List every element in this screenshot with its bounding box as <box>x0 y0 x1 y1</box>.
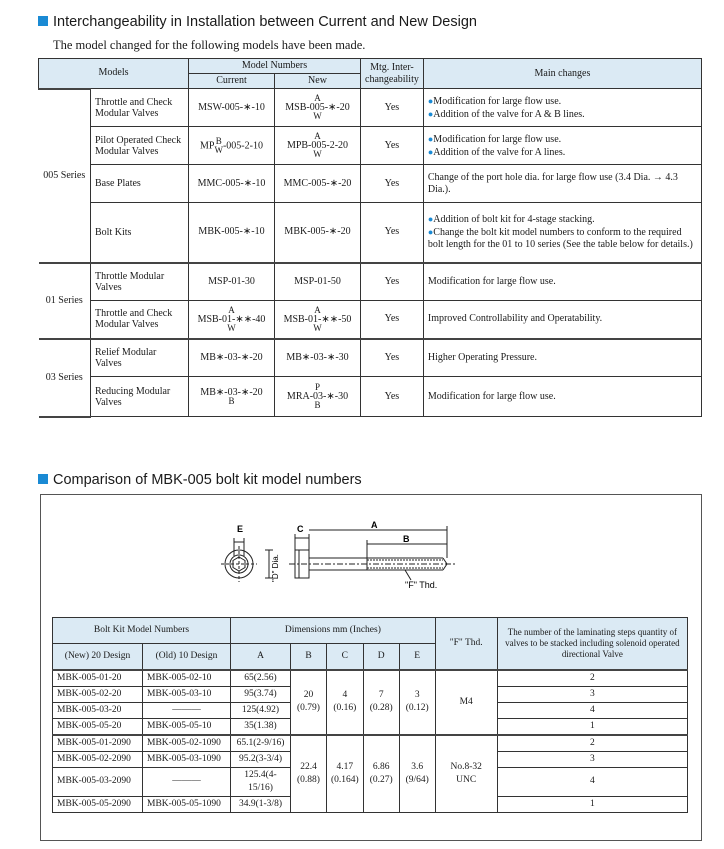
old-design-cell: MBK-005-03-1090 <box>143 751 231 767</box>
bolt-kit-table <box>52 617 688 813</box>
model-name: Throttle and Check Modular Valves <box>91 301 189 339</box>
model-name: Throttle Modular Valves <box>91 263 189 301</box>
dim-a-cell: 125(4.92) <box>231 702 291 718</box>
model-name: Reducing Modular Valves <box>91 377 189 417</box>
old-design-cell: ——— <box>143 702 231 718</box>
header-dim-b: B <box>291 644 327 670</box>
current-model-number: MB∗-03-∗-20 B <box>189 377 275 417</box>
header-mtg: Mtg. Inter-changeability <box>361 59 424 89</box>
current-model-number: MMC-005-∗-10 <box>189 165 275 203</box>
label-c: C <box>297 524 304 534</box>
mtg-value: Yes <box>361 377 424 417</box>
old-design-cell: MBK-005-03-10 <box>143 686 231 702</box>
header-dim-c: C <box>327 644 364 670</box>
mtg-value: Yes <box>361 203 424 263</box>
model-name: Base Plates <box>91 165 189 203</box>
mtg-value: Yes <box>361 301 424 339</box>
interchangeability-table <box>38 58 702 418</box>
steps-cell: 1 <box>497 796 687 812</box>
model-name: Pilot Operated Check Modular Valves <box>91 127 189 165</box>
old-design-cell: MBK-005-02-1090 <box>143 735 231 752</box>
section-title-bolt-kit: Comparison of MBK-005 bolt kit model numbers <box>38 472 362 488</box>
steps-cell: 3 <box>497 686 687 702</box>
mtg-value: Yes <box>361 263 424 301</box>
steps-cell: 4 <box>497 767 687 796</box>
mtg-value: Yes <box>361 127 424 165</box>
old-design-cell: MBK-005-05-1090 <box>143 796 231 812</box>
section-subtitle: The model changed for the following models have been made. <box>53 38 366 52</box>
mtg-value: Yes <box>361 339 424 377</box>
new-model-number: MMC-005-∗-20 <box>275 165 361 203</box>
dim-e-cell: 3 (0.12) <box>399 670 435 735</box>
main-changes: ●Addition of bolt kit for 4-stage stacking. ●Change the bolt kit model numbers to conform to the required bolt length for the 01 to 10 series (See the table below for details.) <box>423 203 701 263</box>
new-design-cell: MBK-005-01-20 <box>53 670 143 687</box>
series-01-label: 01 Series <box>39 263 91 339</box>
new-design-cell: MBK-005-05-20 <box>53 718 143 735</box>
header-new: New <box>275 74 361 89</box>
section-title-interchangeability: Interchangeability in Installation between Current and New Design <box>38 14 477 30</box>
current-model-number: MSW-005-∗-10 <box>189 89 275 127</box>
bullet-icon: ● <box>427 146 434 157</box>
dim-a-cell: 65.1(2-9/16) <box>231 735 291 752</box>
header-dim-d: D <box>363 644 399 670</box>
main-changes: Higher Operating Pressure. <box>423 339 701 377</box>
model-name: Throttle and Check Modular Valves <box>91 89 189 127</box>
label-f: "F" Thd. <box>405 580 438 590</box>
new-model-number: A MPB-005-2-20 W <box>275 127 361 165</box>
new-model-number: A MSB-01-∗∗-50 W <box>275 301 361 339</box>
bullet-icon: ● <box>427 214 434 225</box>
main-changes: Modification for large flow use. <box>423 263 701 301</box>
dim-a-cell: 95.2(3-3/4) <box>231 751 291 767</box>
header-dimensions: Dimensions mm (Inches) <box>231 618 436 644</box>
label-a: A <box>371 520 378 530</box>
new-model-number: A MSB-005-∗-20 W <box>275 89 361 127</box>
bullet-icon: ● <box>427 133 434 144</box>
dim-d-cell: 7 (0.28) <box>363 670 399 735</box>
header-models: Models <box>39 59 189 89</box>
dim-b-cell: 22.4 (0.88) <box>291 735 327 813</box>
dim-d-cell: 6.86 (0.27) <box>363 735 399 813</box>
header-old-10-design: (Old) 10 Design <box>143 644 231 670</box>
new-design-cell: MBK-005-02-20 <box>53 686 143 702</box>
old-design-cell: MBK-005-05-10 <box>143 718 231 735</box>
old-design-cell: MBK-005-02-10 <box>143 670 231 687</box>
new-design-cell: MBK-005-05-2090 <box>53 796 143 812</box>
current-model-number: MB∗-03-∗-20 <box>189 339 275 377</box>
current-model-number: A MSB-01-∗∗-40 W <box>189 301 275 339</box>
header-dim-a: A <box>231 644 291 670</box>
label-e: E <box>237 524 244 534</box>
old-design-cell: ——— <box>143 767 231 796</box>
header-dim-e: E <box>399 644 435 670</box>
steps-cell: 3 <box>497 751 687 767</box>
dim-a-cell: 95(3.74) <box>231 686 291 702</box>
bullet-icon: ● <box>427 108 434 119</box>
series-005-label: 005 Series <box>39 89 91 263</box>
new-model-number: MSP-01-50 <box>275 263 361 301</box>
bullet-icon: ● <box>427 227 434 238</box>
header-f-thd: "F" Thd. <box>435 618 497 670</box>
main-changes: Improved Controllability and Operatability. <box>423 301 701 339</box>
steps-cell: 1 <box>497 718 687 735</box>
label-b: B <box>403 534 410 544</box>
header-new-20-design: (New) 20 Design <box>53 644 143 670</box>
new-model-number: MB∗-03-∗-30 <box>275 339 361 377</box>
section-marker-icon <box>38 16 48 26</box>
dim-a-cell: 35(1.38) <box>231 718 291 735</box>
new-model-number: P MRA-03-∗-30 B <box>275 377 361 417</box>
bolt-diagram <box>215 520 475 596</box>
dim-c-cell: 4 (0.16) <box>327 670 364 735</box>
current-model-number: MBK-005-∗-10 <box>189 203 275 263</box>
new-design-cell: MBK-005-02-2090 <box>53 751 143 767</box>
dim-b-cell: 20 (0.79) <box>291 670 327 735</box>
new-design-cell: MBK-005-01-2090 <box>53 735 143 752</box>
mtg-value: Yes <box>361 165 424 203</box>
dim-a-cell: 65(2.56) <box>231 670 291 687</box>
header-model-numbers: Model Numbers <box>189 59 361 74</box>
header-laminating-steps: The number of the laminating steps quantity of valves to be stacked including solenoid operated directional Valve <box>497 618 687 670</box>
f-thd-cell: No.8-32 UNC <box>435 735 497 813</box>
steps-cell: 2 <box>497 670 687 687</box>
mtg-value: Yes <box>361 89 424 127</box>
f-thd-cell: M4 <box>435 670 497 735</box>
main-changes: ●Modification for large flow use. ●Addition of the valve for A lines. <box>423 127 701 165</box>
label-d: "D" Dia. <box>271 554 280 582</box>
model-name: Bolt Kits <box>91 203 189 263</box>
current-model-number: MP B W -005-2-10 <box>189 127 275 165</box>
main-changes: ●Modification for large flow use. ●Addition of the valve for A & B lines. <box>423 89 701 127</box>
current-model-number: MSP-01-30 <box>189 263 275 301</box>
model-name: Relief Modular Valves <box>91 339 189 377</box>
dim-e-cell: 3.6 (9/64) <box>399 735 435 813</box>
header-bolt-kit: Bolt Kit Model Numbers <box>53 618 231 644</box>
header-main-changes: Main changes <box>423 59 701 89</box>
dim-c-cell: 4.17 (0.164) <box>327 735 364 813</box>
header-current: Current <box>189 74 275 89</box>
dim-a-cell: 34.9(1-3/8) <box>231 796 291 812</box>
steps-cell: 2 <box>497 735 687 752</box>
new-design-cell: MBK-005-03-2090 <box>53 767 143 796</box>
dim-a-cell: 125.4(4-15/16) <box>231 767 291 796</box>
new-model-number: MBK-005-∗-20 <box>275 203 361 263</box>
steps-cell: 4 <box>497 702 687 718</box>
new-design-cell: MBK-005-03-20 <box>53 702 143 718</box>
series-03-label: 03 Series <box>39 339 91 417</box>
main-changes: Change of the port hole dia. for large flow use (3.4 Dia. → 4.3 Dia.). <box>423 165 701 203</box>
main-changes: Modification for large flow use. <box>423 377 701 417</box>
bullet-icon: ● <box>427 95 434 106</box>
section-marker-icon <box>38 474 48 484</box>
